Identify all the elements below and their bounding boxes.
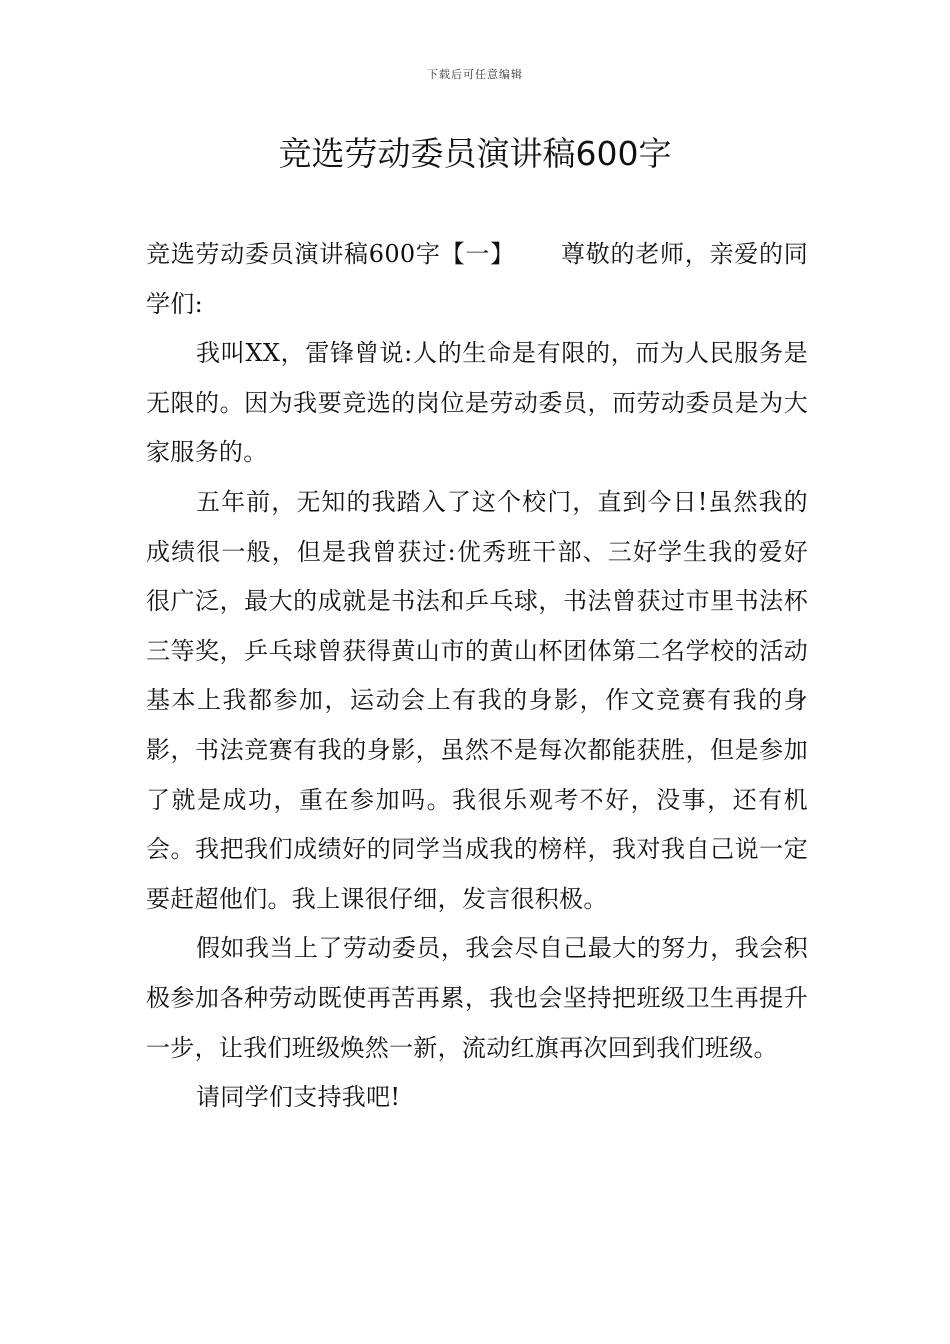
document-body xyxy=(146,230,808,1123)
body-paragraph-3: 假如我当上了劳动委员，我会尽自己最大的努力，我会积极参加各种劳动既使再苦再累，我也会坚持把班级卫生再提升一步，让我们班级焕然一新，流动红旗再次回到我们班级。 xyxy=(146,934,808,1062)
body-paragraph-4: 请同学们支持我吧! xyxy=(196,1083,401,1112)
salutation: 尊敬的老师，亲爱的同学们: xyxy=(146,240,809,318)
body-paragraph-1: 我叫XX，雷锋曾说:人的生命是有限的，而为人民服务是无限的。因为我要竞选的岗位是劳动委员，而劳动委员是为大家服务的。 xyxy=(146,339,808,467)
intro-paragraph xyxy=(146,230,808,329)
intro-heading: 竞选劳动委员演讲稿600字【一】 xyxy=(146,240,515,268)
page-header-note: 下载后可任意编辑 xyxy=(427,68,523,81)
document-title: 竞选劳动委员演讲稿600字 xyxy=(278,134,672,173)
body-paragraph-2: 五年前，无知的我踏入了这个校门，直到今日!虽然我的成绩很一般，但是我曾获过:优秀班干部、三好学生我的爱好很广泛，最大的成就是书法和乒乓球，书法曾获过市里书法杯三等奖，乒乓球曾获得黄山市的黄山杯团体第二名学校的活动基本上我都参加，运动会上有我的身影，作文竞赛有我的身影，书法竞赛有我的身影，虽然不是每次都能获胜，但是参加了就是成功，重在参加吗。我很乐观考不好，没事，还有机会。我把我们成绩好的同学当成我的榜样，我对我自己说一定要赶超他们。我上课很仔细，发言很积极。 xyxy=(146,487,808,913)
